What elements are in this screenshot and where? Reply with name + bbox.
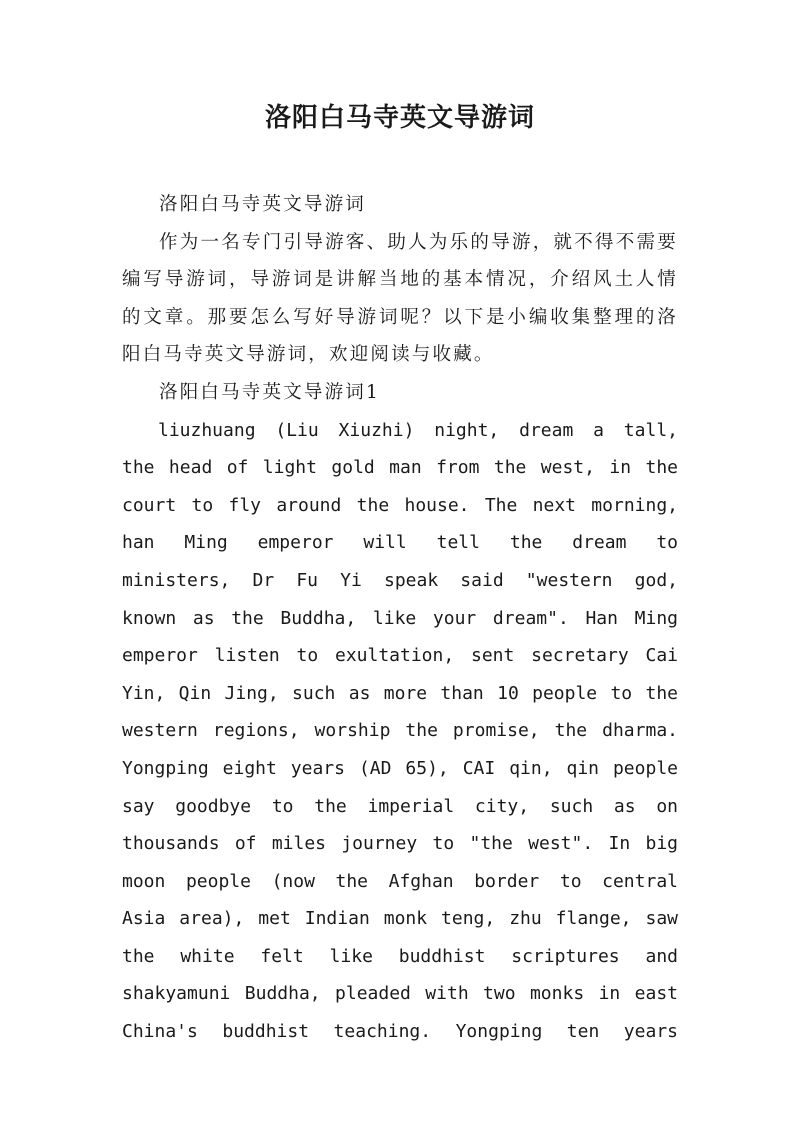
document-body: [122, 186, 678, 1051]
section-heading: 洛阳白马寺英文导游词1: [159, 381, 380, 403]
english-paragraph: liuzhuang (Liu Xiuzhi) night, dream a tall, the head of light gold man from the west, in the court to fly around the house. The next morning, han Ming emperor will tell the dream to ministers, Dr Fu Yi speak said "western god, known as the Buddha, like your dream". Han Ming emperor listen to exultation, sent secretary Cai Yin, Qin Jing, such as more than 10 people to the western regions, worship the promise, the dharma. Yongping eight years (AD 65), CAI qin, qin people say goodbye to the imperial city, such as on thousands of miles journey to "the west". In big moon people (now the Afghan border to central Asia area), met Indian monk teng, zhu flange, saw the white felt like buddhist scriptures and shakyamuni Buddha, pleaded with two monks in east China's buddhist teaching. Yongping ten years: [122, 419, 678, 1043]
subtitle-paragraph: 洛阳白马寺英文导游词: [159, 194, 367, 215]
document-title: 洛阳白马寺英文导游词: [264, 103, 535, 133]
intro-paragraph: 作为一名专门引导游客、助人为乐的导游，就不得不需要编写导游词，导游词是讲解当地的基本情况，介绍风土人情的文章。那要怎么写好导游词呢？以下是小编收集整理的洛阳白马寺英文导游词，欢迎阅读与收藏。: [122, 231, 678, 366]
